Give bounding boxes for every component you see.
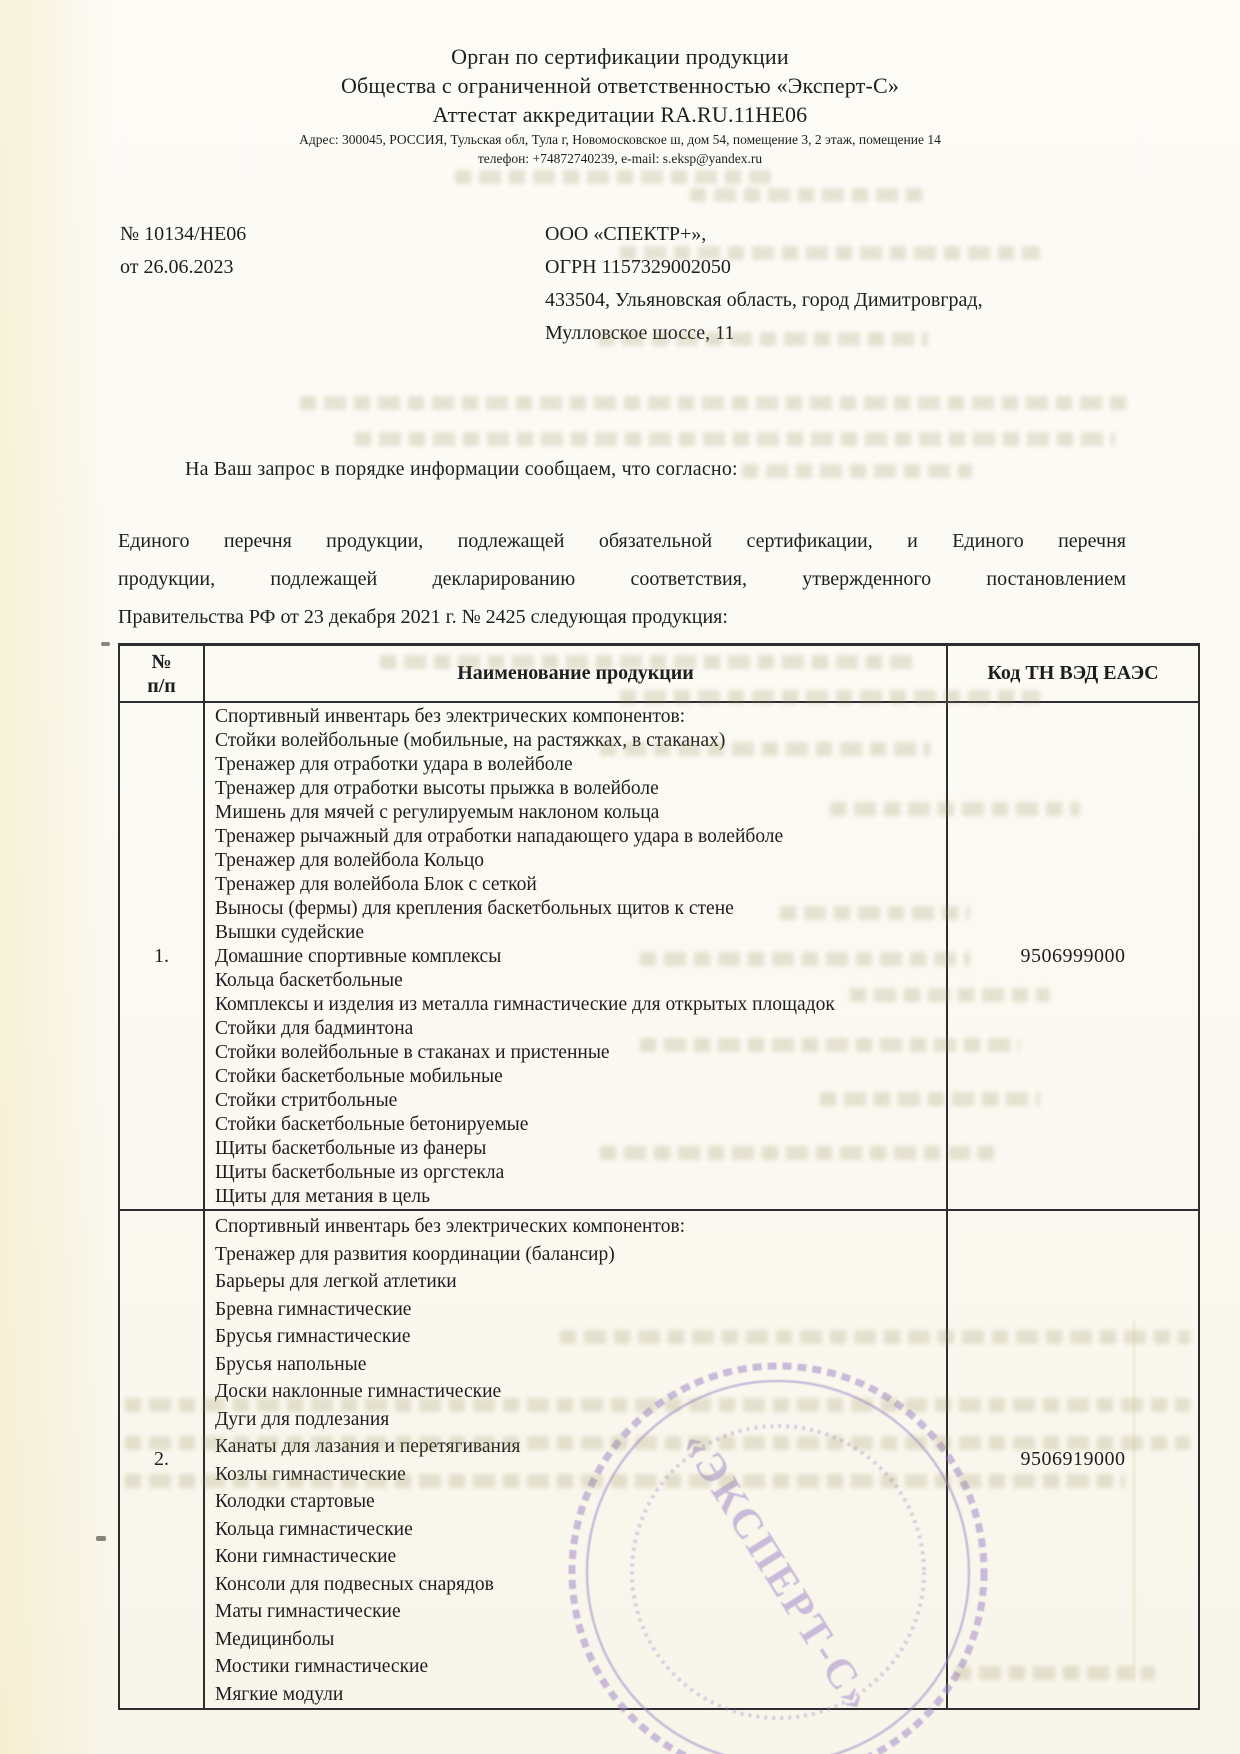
bleed-through-text: [820, 1092, 1040, 1106]
bleed-through-text: [125, 1436, 1190, 1450]
product-item: Кони гимнастические: [215, 1546, 397, 1567]
product-item: Бревна гимнастические: [215, 1298, 412, 1320]
reference-date: от 26.06.2023: [120, 256, 234, 278]
body-paragraph-line: Правительства РФ от 23 декабря 2021 г. № 2425 следующая продукция:: [118, 606, 728, 628]
bleed-through-text: [300, 396, 1130, 410]
product-item: Выносы (фермы) для крепления баскетбольных щитов к стене: [215, 898, 734, 919]
products-table-body: [120, 703, 1198, 1708]
bleed-through-text: [690, 188, 930, 202]
product-item: Стойки волейбольные (мобильные, на растяжках, в стаканах): [215, 730, 726, 751]
product-item: Тренажер для отработки высоты прыжка в волейболе: [215, 778, 659, 799]
product-item: Домашние спортивные комплексы: [215, 946, 502, 967]
product-item: Стойки волейбольные в стаканах и пристенные: [215, 1042, 610, 1063]
bleed-through-text: [620, 690, 1040, 704]
bleed-through-text: [850, 988, 1050, 1002]
product-list: [205, 1211, 948, 1708]
row-number: 2.: [120, 1211, 205, 1708]
body-paragraph: [118, 522, 1126, 636]
product-item: Маты гимнастические: [215, 1601, 401, 1622]
bleed-through-text: [620, 246, 1040, 260]
tn-ved-code: 9506999000: [1020, 944, 1126, 967]
product-item: Стойки баскетбольные мобильные: [215, 1066, 503, 1087]
letterhead-contacts: телефон: +74872740239, e-mail: s.eksp@yandex.ru: [477, 151, 763, 166]
bleed-through-text: [380, 655, 920, 669]
product-item: Мягкие модули: [215, 1683, 344, 1705]
body-paragraph-line: Единого перечня продукции, подлежащей обязательной сертификации, и Единого перечня: [118, 530, 1126, 552]
product-item: Тренажер рычажный для отработки нападающего удара в волейболе: [215, 826, 784, 847]
body-intro: На Ваш запрос в порядке информации сообщаем, что согласно:: [185, 458, 738, 480]
bleed-through-text: [600, 742, 930, 756]
row-number: 1.: [120, 703, 205, 1209]
stamp-company-text: «ЭКСПЕРТ-С»: [672, 1423, 883, 1722]
bleed-through-text: [955, 1666, 1155, 1680]
body-paragraph-line: продукции, подлежащей декларированию соответствия, утвержденного постановлением: [118, 568, 1126, 590]
product-item: Доски наклонные гимнастические: [215, 1381, 502, 1402]
bleed-through-text: [600, 1146, 1000, 1160]
bleed-through-text: [830, 802, 1080, 816]
table-header-code: Код ТН ВЭД ЕАЭС: [987, 662, 1159, 684]
product-item: Брусья напольные: [215, 1353, 367, 1375]
product-item: Тренажер для волейбола Блок с сеткой: [215, 874, 537, 895]
recipient-ogrn: ОГРН 1157329002050: [545, 256, 731, 278]
table-header-num-line2: п/п: [147, 674, 176, 697]
product-item: Стойки баскетбольные бетонируемые: [215, 1114, 529, 1135]
recipient-name: ООО «СПЕКТР+»,: [545, 223, 707, 245]
bleed-through-text: [640, 1038, 1020, 1052]
product-item: Вышки судейские: [215, 922, 365, 943]
product-item: Спортивный инвентарь без электрических компонентов:: [215, 1216, 686, 1237]
bleed-through-text: [640, 952, 970, 966]
table-header-num: [120, 646, 205, 701]
product-item: Щиты баскетбольные из оргстекла: [215, 1162, 505, 1183]
product-item: Канаты для лазания и перетягивания: [215, 1436, 521, 1457]
tn-ved-code: 9506919000: [1020, 1448, 1126, 1470]
table-header-num-line1: №: [151, 650, 172, 673]
table-header-name: Наименование продукции: [205, 646, 948, 701]
product-item: Щиты для метания в цель: [215, 1186, 431, 1207]
bleed-through-text: [125, 1474, 1125, 1488]
product-item: Стойки для бадминтона: [215, 1018, 414, 1039]
product-item: Комплексы и изделия из металла гимнастические для открытых площадок: [215, 994, 835, 1015]
product-item: Консоли для подвесных снарядов: [215, 1573, 494, 1595]
recipient-block: [545, 218, 983, 350]
bleed-through-text: [598, 332, 928, 346]
bleed-through-text: [125, 1398, 1190, 1412]
product-item: Мишень для мячей с регулируемым наклоном кольца: [215, 802, 660, 823]
product-item: Кольца баскетбольные: [215, 970, 403, 991]
letterhead-accreditation: Аттестат аккредитации RA.RU.11НЕ06: [432, 102, 808, 127]
bleed-through-text: [742, 464, 972, 478]
product-item: Колодки стартовые: [215, 1491, 375, 1512]
product-item: Брусья гимнастические: [215, 1326, 411, 1347]
letterhead: [0, 42, 1240, 167]
bleed-through-text: [355, 432, 1115, 446]
bleed-through-text: [560, 1330, 1190, 1344]
product-item: Медицинболы: [215, 1628, 335, 1650]
recipient-address-line1: 433504, Ульяновская область, город Димитровград,: [545, 289, 983, 311]
bleed-through-text: [455, 170, 775, 184]
product-item: Мостики гимнастические: [215, 1656, 429, 1677]
product-item: Щиты баскетбольные из фанеры: [215, 1138, 487, 1159]
product-item: Тренажер для отработки удара в волейболе: [215, 754, 573, 775]
reference-number: № 10134/НЕ06: [120, 223, 247, 245]
paper-crease: [1133, 1320, 1135, 1680]
reference-block: [120, 218, 246, 284]
product-item: Кольца гимнастические: [215, 1518, 413, 1540]
product-item: Козлы гимнастические: [215, 1463, 406, 1485]
letterhead-org-line2: Общества с ограниченной ответственностью «Эксперт-С»: [340, 73, 900, 98]
product-item: Дуги для подлезания: [215, 1408, 390, 1430]
scan-speck: [101, 642, 110, 646]
product-item: Спортивный инвентарь без электрических компонентов:: [215, 706, 686, 727]
product-item: Стойки стритбольные: [215, 1090, 398, 1111]
scan-speck: [96, 1536, 106, 1541]
product-item: Тренажер для волейбола Кольцо: [215, 850, 485, 871]
letterhead-address: Адрес: 300045, РОССИЯ, Тульская обл, Тула г, Новомосковское ш, дом 54, помещение 3, 2 этаж, помещение 14: [299, 132, 941, 147]
recipient-address-line2: Мулловское шоссе, 11: [545, 322, 735, 344]
letterhead-org-line1: Орган по сертификации продукции: [451, 44, 789, 69]
bleed-through-text: [780, 906, 970, 920]
product-item: Барьеры для легкой атлетики: [215, 1271, 457, 1292]
product-item: Тренажер для развития координации (балансир): [215, 1243, 615, 1265]
table-row: [120, 1211, 1198, 1708]
